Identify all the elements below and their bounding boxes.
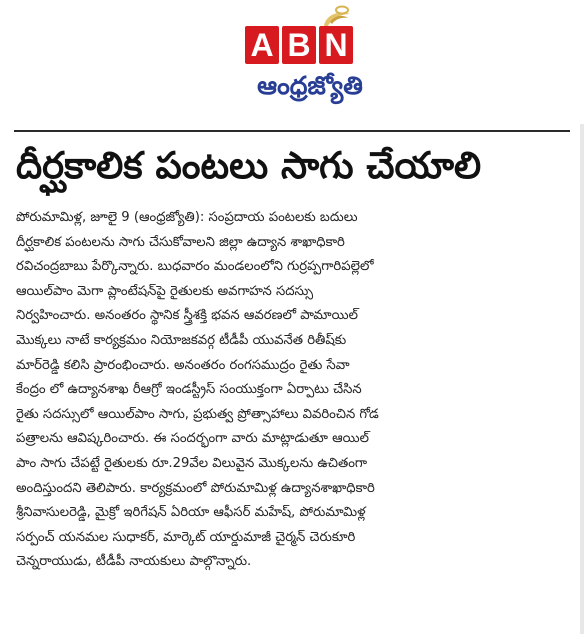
article-line: రైతు సదస్సులో ఆయిల్‌పాం సాగు, ప్రభుత్వ ప్రోత్సాహాలు వివరించిన గోడ	[16, 406, 379, 422]
logo-letter-b: B	[282, 26, 316, 64]
paper-name: ఆంధ్రజ్యోతి	[257, 71, 363, 100]
article-body	[16, 206, 568, 575]
article-line: పోరుమామిళ్ల, జూలై 9 (ఆంధ్రజ్యోతి): సంప్రదాయ పంటలకు బదులు	[16, 210, 358, 225]
article-line: రవిచంద్రబాబు పేర్కొన్నారు. బుధవారం మండలంలోని గుర్రప్పగారిపల్లెలో	[16, 259, 374, 275]
article-line: దీర్ఘకాలిక పంటలను సాగు చేసుకోవాలని జిల్లా ఉద్యాన శాఖాధికారి	[16, 234, 345, 250]
page-edge-shadow	[580, 124, 584, 634]
article-headline: దీర్ఘకాలిక పంటలు సాగు చేయాలి	[16, 144, 482, 187]
article-line: శ్రీనివాసులరెడ్డి, మైక్రో ఇరిగేషన్ ఏరియా ఆఫీసర్ మహేష్, పోరుమామిళ్ల	[16, 505, 366, 521]
article-line: చెన్నరాయుడు, టీడీపీ నాయకులు పాల్గొన్నారు.	[16, 554, 252, 570]
headline-divider	[14, 130, 570, 132]
logo-letter-n: N	[319, 26, 353, 64]
article-line: నిర్వహించారు. అనంతరం స్థానిక స్త్రీశక్తి భవన ఆవరణలో పామాయిల్	[16, 308, 358, 324]
article-line: పాం సాగు చేపట్టే రైతులకు రూ.29వేల విలువైన మొక్కలను ఉచితంగా	[16, 455, 368, 471]
abn-logo	[245, 26, 353, 64]
article-line: మార్‌రెడ్డి కలిసి ప్రారంభించారు. అనంతరం రంగసముద్రం రైతు సేవా	[16, 357, 350, 373]
article-line: పత్రాలను ఆవిష్కరించారు. ఈ సందర్భంగా వారు మాట్లాడుతూ ఆయిల్	[16, 431, 369, 447]
article-line: అందిస్తుందని తెలిపారు. కార్యక్రమంలో పోరుమామిళ్ల ఉద్యానశాఖాధికారి	[16, 480, 375, 496]
logo-letter-a: A	[245, 26, 279, 64]
article-line: కేంద్రం లో ఉద్యానశాఖ రీఆగ్రో ఇండస్ట్రీస్ సంయుక్తంగా ఏర్పాటు చేసిన	[16, 382, 362, 398]
article-line: సర్పంచ్ యనమల సుధాకర్, మార్కెట్ యార్డుమాజీ చైర్మన్ చెరుకూరి	[16, 529, 356, 545]
article-line: ఆయిల్‌పాం మెగా ప్లాంటేషన్‌పై రైతులకు అవగాహన సదస్సు	[16, 283, 314, 299]
article-line: మొక్కలు నాటే కార్యక్రమం నియోజకవర్గ టీడీపీ యువనేత రితీష్‌కు	[16, 332, 347, 348]
masthead	[0, 0, 584, 118]
